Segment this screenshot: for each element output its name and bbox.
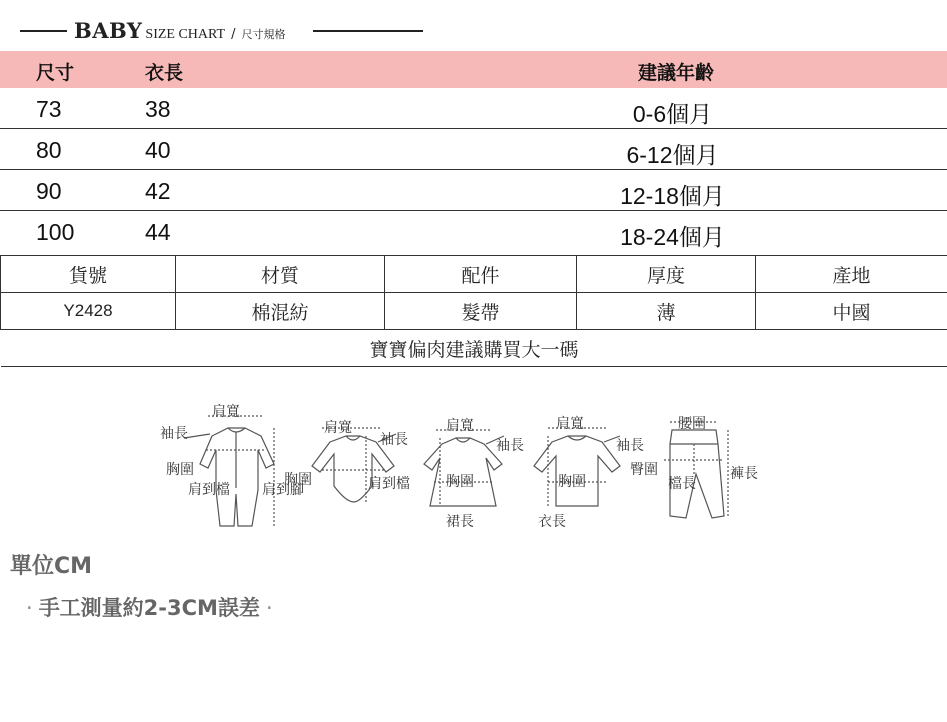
title-brand: BABY [74, 18, 143, 43]
header-accessory: 配件 [385, 256, 577, 293]
cell-size: 100 [36, 219, 75, 245]
header-origin: 產地 [756, 256, 947, 293]
product-value-row [1, 293, 947, 330]
label-top-length: 衣長 [538, 514, 566, 530]
cell-size: 90 [36, 178, 62, 204]
dress-illustration [424, 430, 504, 506]
cell-age: 6-12個月 [626, 142, 719, 168]
cell-length: 42 [145, 178, 171, 204]
diagram-labels [160, 404, 758, 530]
label-bodysuit-shoulder: 肩寬 [324, 420, 352, 436]
value-accessory: 髮帶 [385, 293, 577, 330]
unit-label: 單位CM [10, 554, 93, 579]
romper-illustration [184, 416, 274, 526]
label-bodysuit-chest: 胸圍 [284, 472, 312, 488]
label-bodysuit-sleeve: 袖長 [380, 432, 408, 448]
header-size: 尺寸 [36, 62, 75, 84]
chart-title-bar [0, 14, 947, 46]
title-left-rule [20, 30, 67, 32]
sizing-note: 寶寶偏肉建議購買大一碼 [1, 330, 947, 367]
table-row [0, 129, 947, 170]
header-length: 衣長 [145, 62, 184, 84]
label-romper-shoulder: 肩寬 [212, 404, 240, 420]
value-item-number: Y2428 [1, 293, 176, 330]
header-thickness: 厚度 [577, 256, 756, 293]
cell-age: 18-24個月 [620, 224, 725, 250]
chart-title [74, 18, 285, 43]
value-origin: 中國 [756, 293, 947, 330]
top-illustration [534, 428, 620, 506]
cell-length: 38 [145, 96, 171, 122]
label-dress-shoulder: 肩寬 [446, 418, 474, 434]
cell-age: 12-18個月 [620, 183, 725, 209]
measurement-diagram [150, 398, 760, 540]
title-right-rule [313, 30, 423, 32]
product-header-row [1, 256, 947, 293]
title-separator: / [231, 27, 236, 42]
cell-size: 73 [36, 96, 62, 122]
title-subtitle-cn: 尺寸規格 [241, 28, 286, 41]
label-top-chest: 胸圍 [558, 474, 586, 490]
label-dress-skirt-length: 裙長 [446, 514, 474, 530]
label-pants-rise: 檔長 [668, 476, 696, 492]
label-romper-shoulder-foot: 肩到腳 [262, 482, 304, 498]
label-dress-chest: 胸圍 [446, 474, 474, 490]
label-top-shoulder: 肩寬 [556, 416, 584, 432]
measurement-note [20, 592, 279, 622]
header-age: 建議年齡 [637, 62, 714, 84]
header-material: 材質 [176, 256, 385, 293]
cell-age: 0-6個月 [632, 101, 713, 127]
label-pants-length: 褲長 [730, 466, 758, 482]
header-item-number: 貨號 [1, 256, 176, 293]
label-dress-sleeve: 袖長 [496, 438, 524, 454]
label-top-sleeve: 袖長 [616, 438, 644, 454]
bullet-right: · [265, 596, 273, 620]
label-romper-sleeve: 袖長 [160, 426, 188, 442]
cell-size: 80 [36, 137, 62, 163]
label-romper-chest: 胸圍 [166, 462, 194, 478]
label-bodysuit-shoulder-crotch: 肩到檔 [368, 476, 410, 492]
value-material: 棉混紡 [176, 293, 385, 330]
table-row [0, 211, 947, 252]
title-subtitle: SIZE CHART [145, 27, 226, 42]
cell-length: 40 [145, 137, 171, 163]
label-pants-hip: 臀圍 [630, 462, 658, 478]
table-row [0, 88, 947, 129]
label-romper-shoulder-crotch: 肩到檔 [188, 482, 230, 498]
table-row [0, 170, 947, 211]
label-pants-waist: 腰圍 [678, 416, 706, 432]
size-table [0, 51, 947, 252]
bullet-left: · [26, 596, 33, 620]
value-thickness: 薄 [577, 293, 756, 330]
size-table-header [0, 51, 947, 88]
pants-illustration [664, 422, 728, 518]
product-note-row [1, 330, 947, 367]
product-info-table [0, 255, 947, 367]
cell-length: 44 [145, 219, 171, 245]
measurement-note-text: 手工測量約2-3CM誤差 [38, 596, 260, 620]
